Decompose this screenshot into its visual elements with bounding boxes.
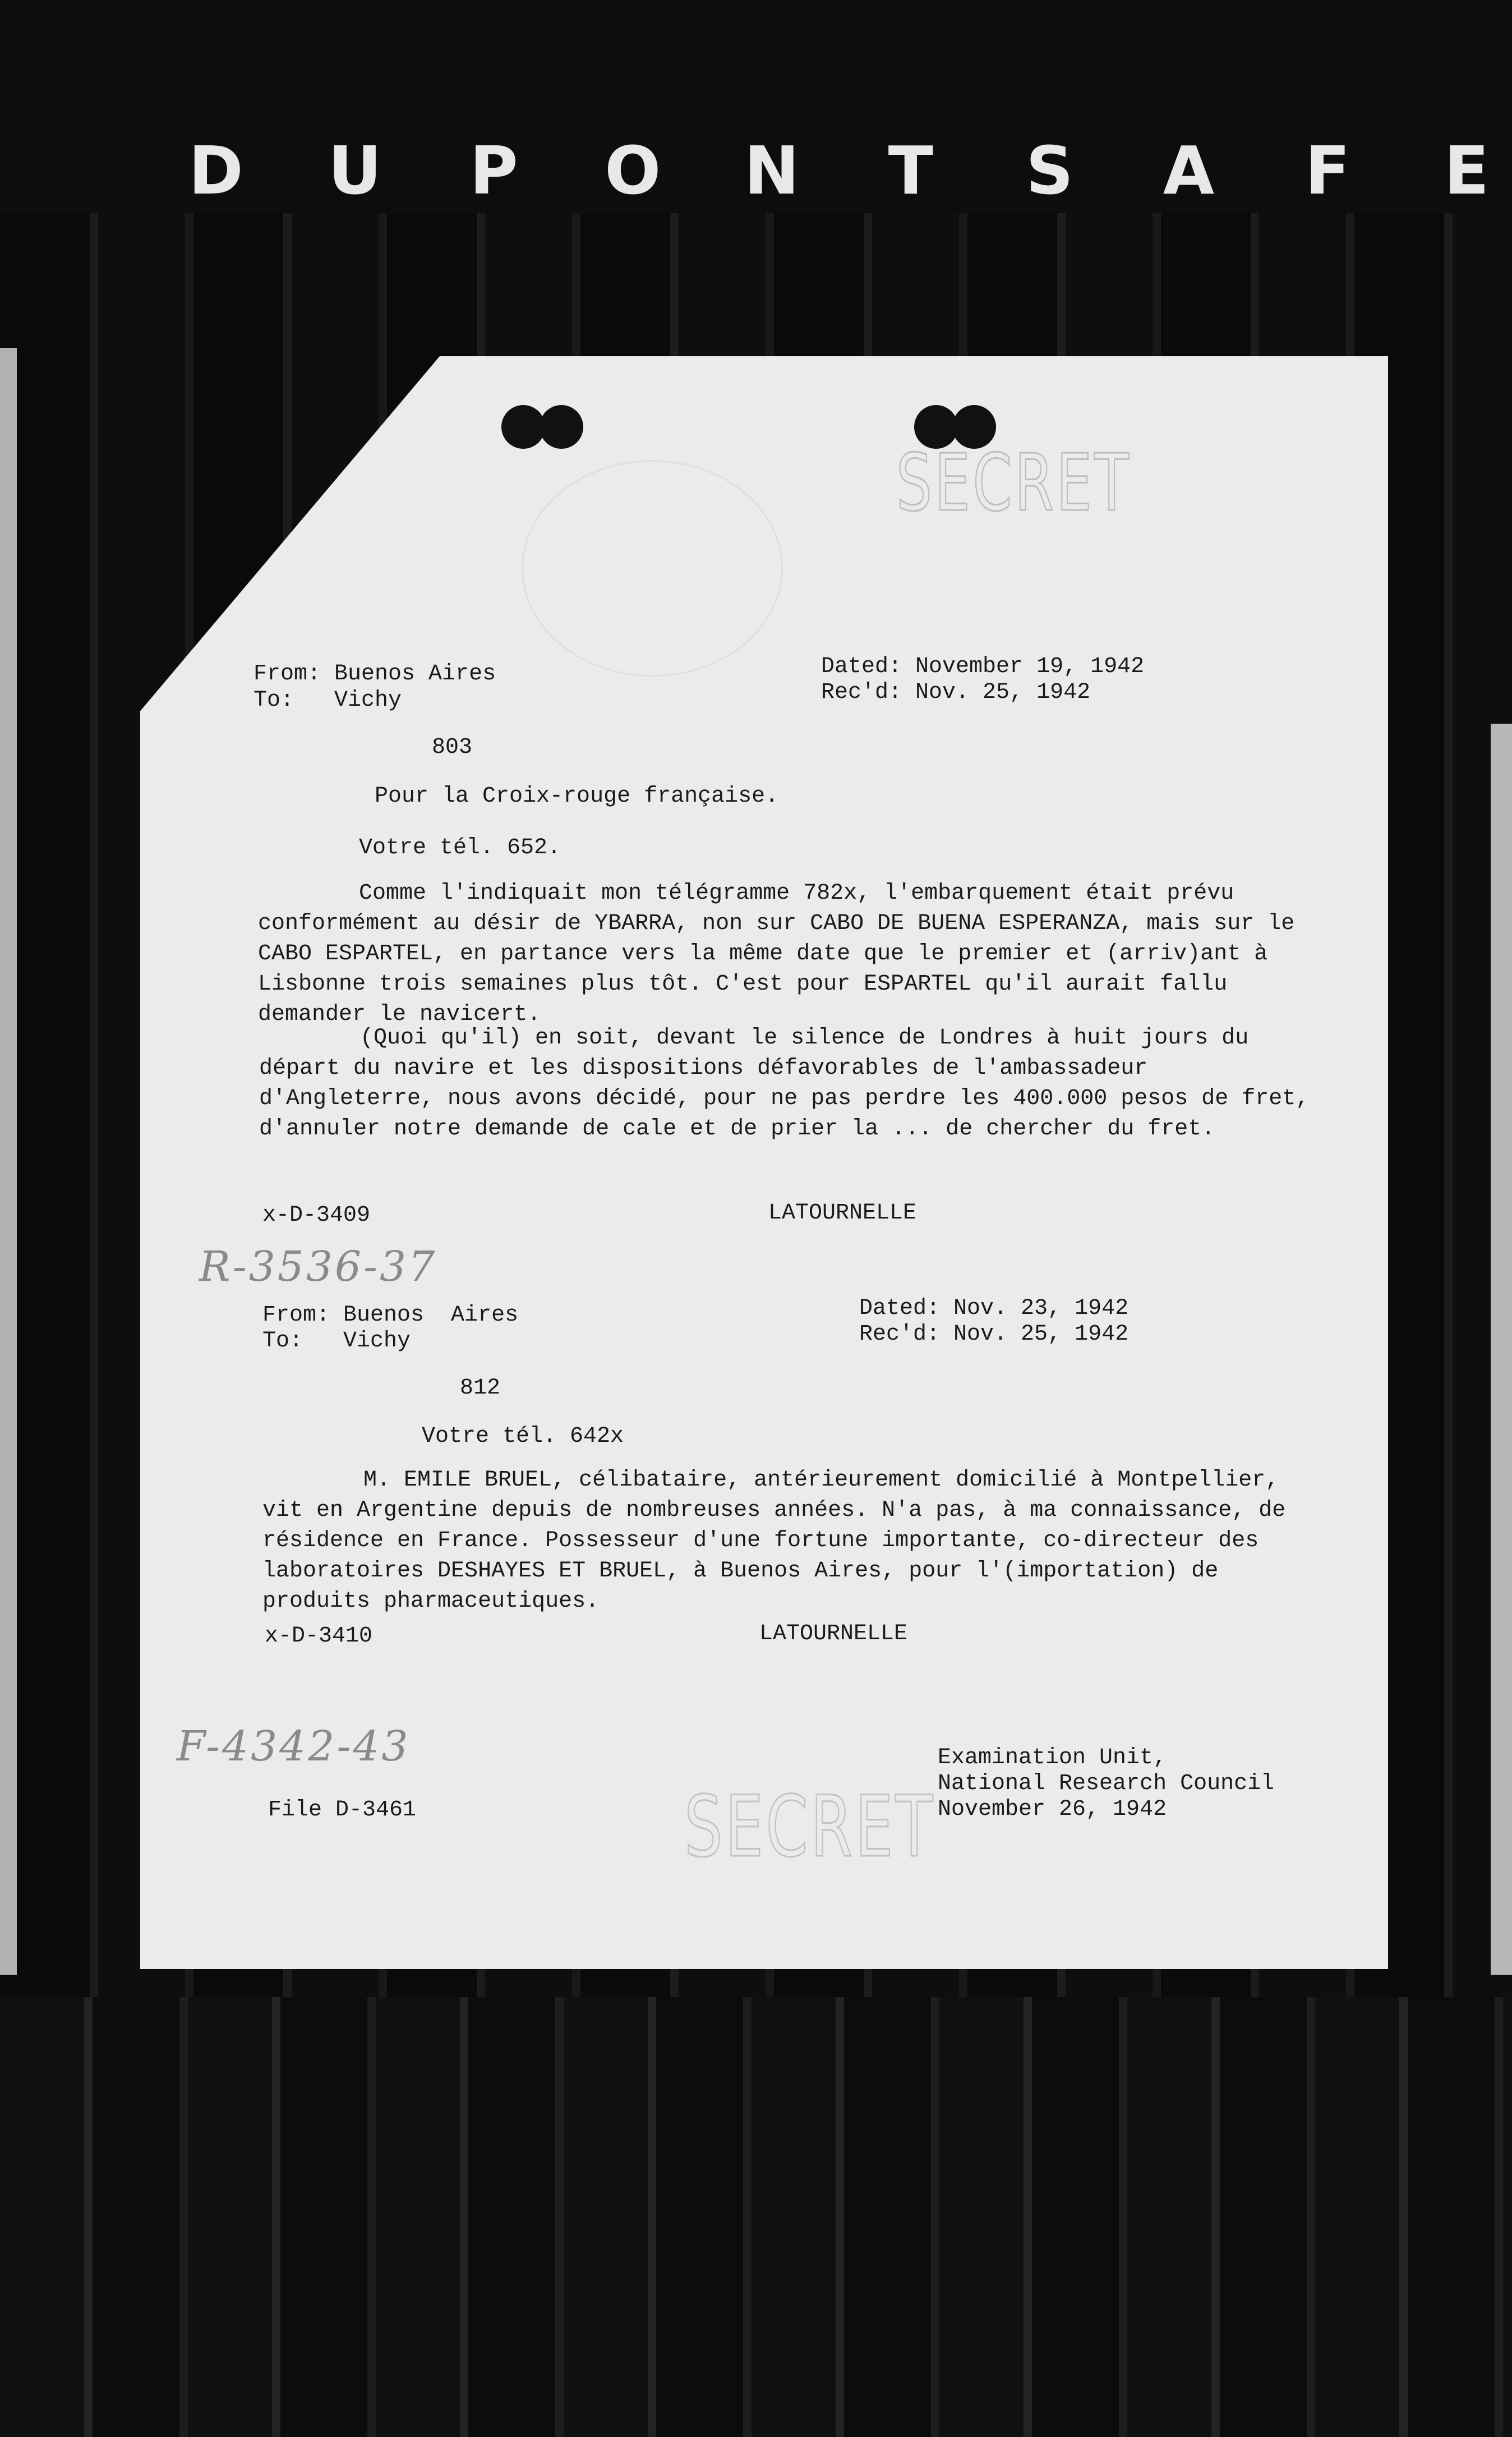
message1-paragraph1: Comme l'indiquait mon télégramme 782x, l'embarquement était prévu conformément au désir de YBARRA, non sur CABO DE BUENA ESPERANZA, mais sur le CABO ESPARTEL, en partance vers la même date que le premier et (arriv)ant à Lisbonne trois semaines plus tôt. C'est pour ESPARTEL qu'il aurait fallu demander le navicert. xyxy=(258,881,1295,1027)
handwritten-reference-1: R-3536-37 xyxy=(199,1243,437,1291)
film-header-letter: N xyxy=(744,132,800,209)
footer-research-council: National Research Council xyxy=(938,1771,1275,1796)
film-header-letter: P xyxy=(469,132,518,209)
message2-from: From: Buenos Aires xyxy=(262,1303,519,1328)
message1-reference: x-D-3409 xyxy=(262,1203,371,1228)
film-header-letter: D xyxy=(188,132,243,209)
film-bottom-band xyxy=(0,1997,1512,2437)
message2-received: Rec'd: Nov. 25, 1942 xyxy=(859,1322,1129,1347)
message1-line-pour: Pour la Croix-rouge française. xyxy=(375,784,779,809)
message2-paragraph1: M. EMILE BRUEL, célibataire, antérieurement domicilié à Montpellier, vit en Argentine depuis de nombreuses années. N'a pas, à ma connaissance, de résidence en France. Possesseur d'une fortune importante, co-directeur des laboratoires DESHAYES ET BRUEL, à Buenos Aires, pour l'(importation) de produits pharmaceutiques. xyxy=(262,1468,1286,1614)
seal-watermark xyxy=(522,460,783,677)
message2-reference: x-D-3410 xyxy=(265,1624,373,1649)
secret-stamp-top: SECRET xyxy=(896,438,1132,529)
film-header-letter: E xyxy=(1444,132,1490,209)
message2-line-votre: Votre tél. 642x xyxy=(422,1424,624,1449)
film-header-letter: T xyxy=(888,132,934,209)
punch-hole xyxy=(501,405,545,449)
footer-date: November 26, 1942 xyxy=(938,1797,1167,1822)
message1-line-votre: Votre tél. 652. xyxy=(359,835,561,861)
film-header-letter: F xyxy=(1304,132,1350,209)
footer-examination-unit: Examination Unit, xyxy=(938,1745,1167,1771)
message2-dated: Dated: Nov. 23, 1942 xyxy=(859,1296,1129,1321)
adjacent-frame-right-edge xyxy=(1491,724,1512,1975)
footer-file-number: File D-3461 xyxy=(268,1797,417,1823)
message2-to: To: Vichy xyxy=(262,1328,411,1354)
film-header-letter: O xyxy=(605,132,661,209)
handwritten-reference-2: F-4342-43 xyxy=(177,1722,411,1771)
message1-paragraph2: (Quoi qu'il) en soit, devant le silence de Londres à huit jours du départ du navire et les dispositions défavorables de l'ambassadeur d'Angleterre, nous avons décidé, pour ne pas perdre les 400.000 pesos de fret, d'annuler notre demande de cale et de prier la ... de chercher du fret. xyxy=(259,1026,1310,1142)
secret-stamp-bottom: SECRET xyxy=(684,1778,935,1876)
message1-number: 803 xyxy=(432,735,473,760)
film-header-letter: A xyxy=(1163,132,1215,209)
message2-number: 812 xyxy=(460,1376,501,1401)
film-header-dupont-safe xyxy=(185,132,1497,209)
adjacent-frame-left-edge xyxy=(0,348,17,1975)
message1-signature: LATOURNELLE xyxy=(768,1201,917,1226)
punch-hole xyxy=(540,405,583,449)
film-header-letter: U xyxy=(328,132,382,209)
message1-from: From: Buenos Aires xyxy=(253,661,496,687)
message1-to: To: Vichy xyxy=(253,688,402,713)
message2-signature: LATOURNELLE xyxy=(759,1621,908,1647)
message1-dated: Dated: November 19, 1942 xyxy=(821,654,1145,679)
film-header-letter: S xyxy=(1026,132,1074,209)
message1-received: Rec'd: Nov. 25, 1942 xyxy=(821,680,1091,705)
